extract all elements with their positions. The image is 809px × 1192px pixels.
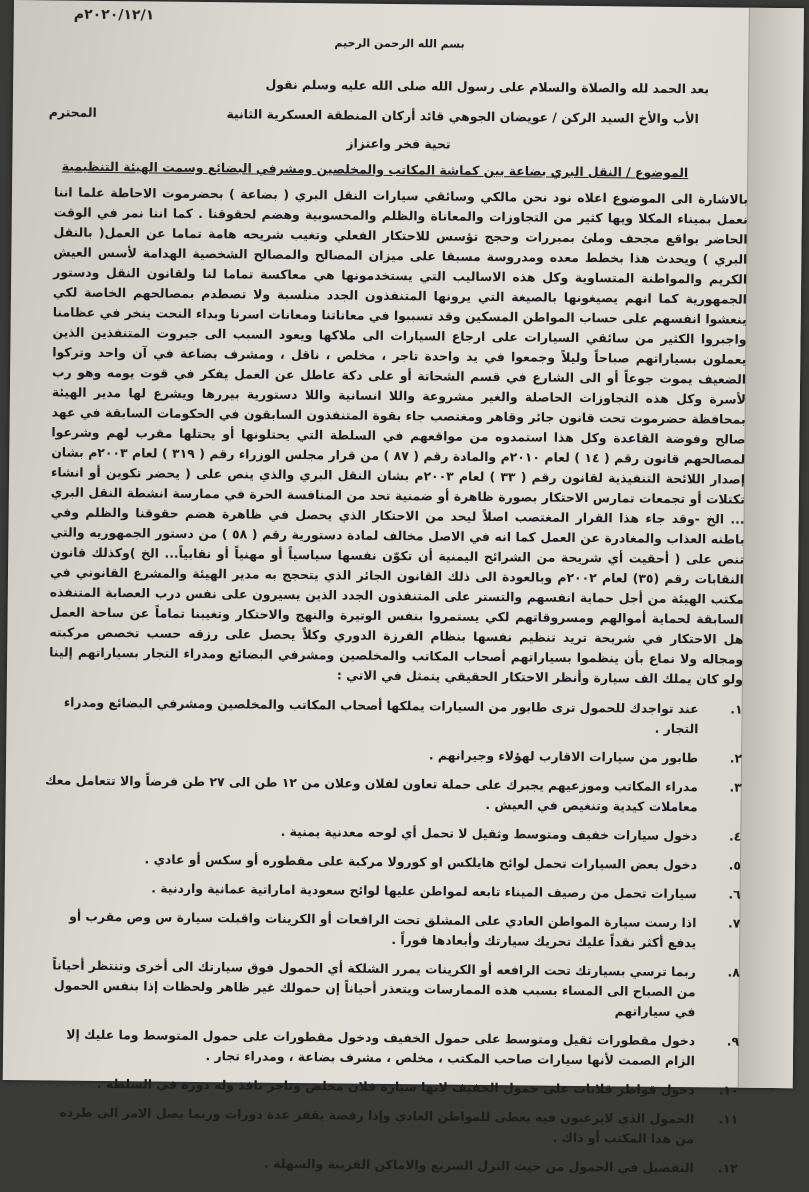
list-item	[39, 955, 740, 1022]
list-item-text: طابور من سيارات الاقارب لهؤلاء وجيرانهم .	[428, 747, 699, 766]
list-item-number: ٨.	[727, 964, 740, 980]
list-item-text: مدراء المكاتب وموزعيهم يجبرك على حملة تعاون لفلان وعلان من ١٢ طن الى ٢٧ طن فرضاً والا تتعامل معك معاملات كيدية وتنغيص في العيش .	[45, 772, 698, 815]
list-item-number: ٥.	[728, 857, 742, 873]
list-item	[39, 1024, 739, 1071]
list-item-number: ١١.	[718, 1111, 739, 1127]
list-item	[41, 819, 741, 846]
addressee-name: الأب والأخ السيد الركن / عويضان الجوهي قائد أركان المنطقة العسكرية الثانية	[226, 106, 699, 127]
list-item-number: ١٢.	[717, 1160, 738, 1176]
letter-body	[38, 8, 750, 1191]
document-paper	[3, 0, 804, 1176]
grievance-list	[38, 692, 743, 1178]
list-item	[39, 1073, 739, 1100]
list-item-number: ٩.	[726, 1033, 740, 1049]
list-item-text: ربما ترسي بسيارتك تحت الرافعه أو الكرينات يمرر الشلكة أي الحمول فوق سيارتك الى أخرى وتنتظر أحياناً من الصباح الى المساء بسبب هذه الممارسات ويتعذر أحياناً إن حمولك غير ظاهر ولحظات إذا بنفس الحمول في سياراتهم	[52, 957, 696, 1020]
list-item-number: ٣.	[729, 779, 742, 795]
list-item	[42, 741, 742, 768]
list-item-number: ١.	[730, 701, 743, 717]
list-item-number: ٢.	[729, 750, 743, 766]
list-item-text: دخول بعض السيارات تحمل لوائح هايلكس او كورولا مركبة على مقطوره أو سكس أو عادي .	[144, 851, 698, 873]
list-item	[38, 1102, 738, 1149]
greeting: تحية فخر واعتزاز	[346, 135, 451, 152]
list-item	[41, 877, 741, 904]
list-item-text: اذا رست سيارة المواطن العادي على المشلق تحت الرافعات أو الكرينات واقبلت سيارة س وص مقرب أو يدفع أكثر نقداً عليك تحريك سيارتك وأبعادها فوراً .	[69, 908, 697, 951]
list-item	[40, 906, 740, 953]
basmala: بسم الله الرحمن الرحيم	[334, 36, 465, 51]
list-item	[38, 1151, 738, 1178]
list-item-number: ٤.	[728, 828, 742, 844]
subject-line: الموضوع / النقل البري بضاعة بين كماشة المكاتب والمخلصين ومشرفي البضائع وسمت الهيئة التنظيمية	[61, 158, 689, 181]
addressee-line	[49, 102, 749, 129]
addressee-honorific: المحترم	[48, 104, 97, 120]
list-item	[42, 692, 742, 739]
list-item	[41, 848, 741, 875]
list-item-text: التفضيل في الحمول من حيث النزل السريع والاماكن القريبة والسهلة .	[264, 1155, 694, 1176]
list-item-text: دخول مقطورات ثقيل ومتوسط على حمول الخفيف ودخول مقطورات على حمول المتوسط وما عليك إلا الزام الصمت لأنها سيارات صاحب المكتب ، مخلص ، مشرف بضاعة ، ومدراء تجار .	[66, 1026, 696, 1069]
list-item-number: ١٠.	[718, 1082, 739, 1098]
list-item-text: دخول سيارات خفيف ومتوسط وثقيل لا تحمل أي لوحه معدنية يمنية .	[280, 823, 698, 844]
document-date: ٢٠٢٠/١٢/١م	[73, 6, 155, 24]
list-item-text: دخول قواطر قلابات على حمول الخفيف لانها سيارة فلان مخلص وتاجر نافذ وله دورة في السلطة .	[96, 1075, 695, 1098]
opening-line: بعد الحمد لله والصلاة والسلام على رسول الله صلى الله عليه وسلم نقول	[265, 76, 710, 97]
body-paragraph: بالاشارة الى الموضوع اعلاه نود نحن مالكي وسائقي سيارات النقل البري ( بضاعة ) بحضرموت الاحاطة علما اننا نعمل بميناء المكلا ويها كثير من التجاوزات والمعاناة والظلم والمحسوبية وهضم لحقوقنا . كما اننا نمر في الوقت الحاضر بواقع مجحف وملئ بمبررات وحجج تؤسس للاحتكار الفعلي وتغيب شريحه هامة تماما عن العمل( بالنقل البري ) ويحدث هذا بخطط معده ومدروسة مسبقا على ميزان المصالح والمصالح الشخصية الهدامة لأسس العيش الكريم والمواطنة المتساوية وكل هذه الاساليب التي يستخدمونها هي معاكسة تماما لنا ولقانون النقل ودستور الجمهورية كما انهم يصيغونها بالصيغة التي يرونها المتنفذون الجدد منلسبة ولا تصطدم بمصالحهم الخاصة لكي ينعشوا انفسهم على حساب المواطن المسكين وقد تسببوا في معاناتنا ومعانات اسرنا وبداء النحت ينخر في عظامنا واجبروا الكثير من سائقي السيارات على ارجاع السيارات الى ملاكها ويعود السبب الى جبروت المتنفذين الذين يعملون بسياراتهم صباحاً وليلاً وجمعوا في يد واحدة تاجر ، مخلص ، ناقل ، ومشرف بضاعة في آن واحد وتركوا الضعيف يموت جوعاً أو الى الشارع في قسم الشحاتة أو على دكة عاطل عن العمل يفكر في قوت يومه وهو رب لأسرة وكل هذه التجاوزات الحاصلة والغير مشروعة واللا انسانية واللا دستورية بيررها ويشرع لها مدير الهيئة بمحافظة حضرموت تحت قانون جائر وقاهر ومغتصب جاء بقوة المتنفذون السابقون في الحكومات السابقة في عهد صالح وفوضة القاعدة وكل هذا استمدوه من مواقعهم في السلطة التي يحتلونها أو يحتلها مقرب لهم وشرعوا لمصالحهم قانون رقم ( ١٤ ) لعام ٢٠١٠م والمادة رقم ( ٨٧ ) من قرار مجلس الوزراء رقم ( ٣١٩ ) لعام ٢٠٠٣م بشان إصدار اللائحة التنفيذية لقانون رقم ( ٣٣ ) لعام ٢٠٠٣م بشان النقل البري والذي ينص على ( يحضر تكوين أو انشاء تكتلات أو تجمعات تمارس الاحتكار بصورة ظاهرة أو ضمنية تحد من المنافسة الحرة في ممارسة انشطة النقل البري ... الخ -وقد جاء هذا القرار المغتصب اصلاً ليحد من الاحتكار الذي يحصل في ظاهرة هضم حقوقنا والظلم وفي باطنه العذاب والمغادرة عن العمل كما انه في الاصل مخالف لمادة دستورية رقم ( ٥٨ ) من دستور الجمهوريه والتي تنص على ( أحقيت أي شريحة من الشرائح اليمنية أن تكوّن نفسها سياسياً أو مهنياً أو نقابياً... الخ )وكذلك قانون النقابات رقم (٣٥) لعام ٢٠٠٢م وبالعودة الى ذلك القانون الجائر الذي يتحجج به مدير الهيئة والمشرع القانوني في مكتب الهيئة من أجل حماية انفسهم والتستر على المتنفذون الجدد الذين يسيرون على نفس درب العصابة المتنفذه السابقة لحماية أموالهم ومسروقاتهم لكي يستمروا بنفس الوتيرة والنهج والاحتكار وتغيبنا تماماً عن ساحة العمل هل الاحتكار في شريحة تريد تنظيم نفسها بنظام الفرزة الدوري وكلاً يحصل على رزقه حسب تخصص مركبته ومجاله ولا نماع بأن ينظموا بسياراتهم أصحاب المكاتب والمخلصين ومشرفي البضائع ومدراء التجار بسياراتهم إلينا ولو كان يملك الف سيارة وأنظر الاحتكار الحقيقي يتمثل في الاتي :	[49, 184, 749, 687]
list-item-text: الحمول الذي لايرغبون فيه يعطى للمواطن العادي وإذا رفضة يقفز عدة دورات وربما يصل الامر الى طرده من هذا المكتب أو ذاك .	[59, 1104, 695, 1147]
list-item-number: ٦.	[728, 886, 741, 902]
list-item	[42, 770, 742, 817]
list-item-text: سيارات تحمل من رصيف الميناء تابعه لمواطن عليها لوائح سعودية اماراتية عمانية واردنية .	[151, 880, 697, 902]
list-item-number: ٧.	[727, 915, 741, 931]
list-item-text: عند تواجدك للحمول ترى طابور من السيارات يملكها أصحاب المكاتب والمخلصين ومشرفي البضائع ومدراء التجار .	[63, 694, 699, 737]
